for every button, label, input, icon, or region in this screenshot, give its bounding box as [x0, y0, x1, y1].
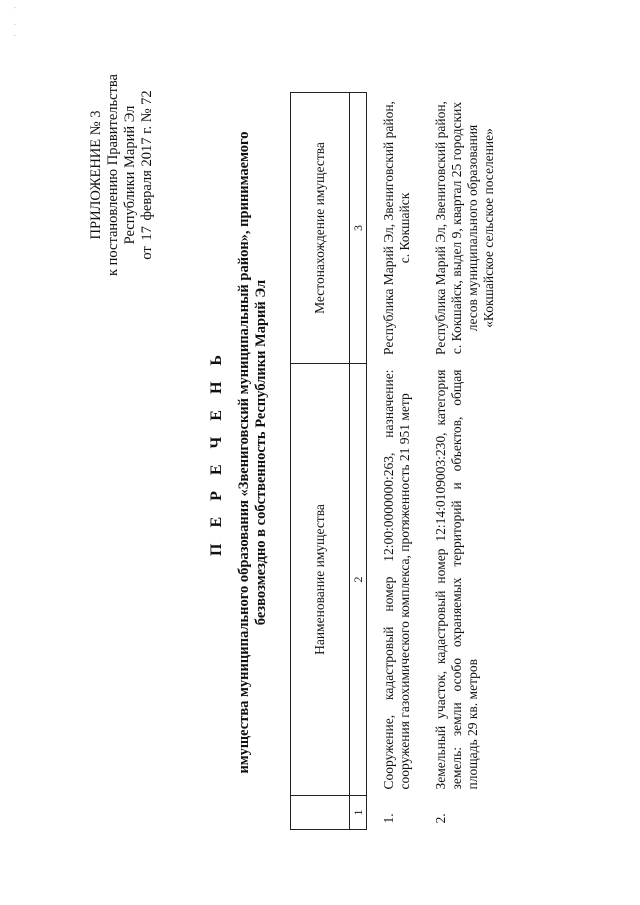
scan-artifact: · · · — [10, 3, 20, 37]
table-row — [367, 93, 420, 830]
header-number — [291, 796, 350, 830]
decree-number: 72 — [139, 90, 155, 105]
appendix-date-line — [139, 55, 156, 295]
appendix-header — [88, 55, 156, 295]
property-location: Республика Марий Эл, Звениговский район, с. Кокшайск — [381, 101, 412, 355]
header-location: Местонахождение имущества — [291, 93, 350, 364]
date-rest: февраля 2017 г. № — [139, 108, 155, 221]
date-prefix: от — [139, 246, 155, 260]
header-name: Наименование имущества — [291, 364, 350, 796]
column-number-2: 2 — [350, 364, 367, 796]
property-name: Сооружение, кадастровый номер 12:00:0000000:263, назначение: сооружения газохимического комплекса, протяженность 21 951 метр — [381, 369, 412, 790]
row-number: 1. — [381, 813, 396, 824]
property-table — [290, 92, 503, 830]
document-subtitle-line-1: имущества муниципального образования «Звениговский муниципальный район», принимаемого — [236, 131, 252, 774]
row-number: 2. — [433, 813, 448, 824]
appendix-line-2: к постановлению Правительства — [105, 74, 121, 276]
column-number-3: 3 — [350, 93, 367, 364]
table-column-numbers-row — [350, 93, 367, 830]
document-subtitle-line-2: безвозмездно в собственность Республики Марий Эл — [253, 279, 269, 626]
appendix-line-1: ПРИЛОЖЕНИЕ № 3 — [88, 110, 104, 240]
column-number-1: 1 — [350, 796, 367, 830]
table-row — [419, 93, 503, 830]
title-block — [208, 0, 270, 905]
property-location: Республика Марий Эл, Звениговский район, с. Кокшайск, выдел 9, квартал 25 городских лесов муниципального образования «Кокшайское сельское поселение» — [433, 101, 496, 355]
appendix-line-3: Республики Марий Эл — [122, 105, 138, 245]
date-day: 17 — [139, 226, 155, 241]
property-name: Земельный участок, кадастровый номер 12:14:0109003:230, категория земель: земли особо охраняемых территорий и объектов, общая площадь 29 кв. метров — [433, 369, 480, 790]
document-title: П Е Р Е Ч Е Н Ь — [208, 349, 225, 556]
table-header-row — [291, 93, 350, 830]
